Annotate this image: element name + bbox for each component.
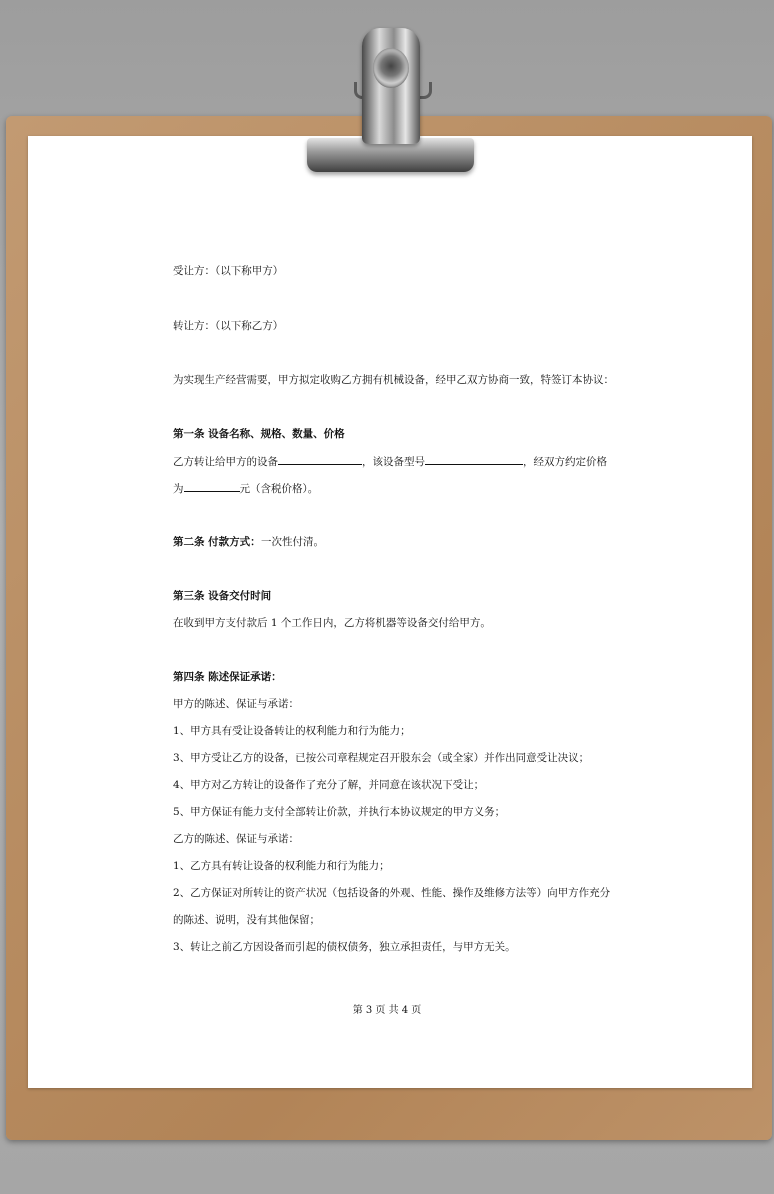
article-1-line-1 — [173, 454, 607, 469]
document-line: 乙方的陈述、保证与承诺： — [173, 833, 299, 845]
document-line: 3、甲方受让乙方的设备，已按公司章程规定召开股东会（或全家）并作出同意受让决议； — [173, 752, 590, 764]
document-line: 甲方的陈述、保证与承诺： — [173, 698, 299, 710]
price-blank — [184, 481, 240, 492]
article-1-text-c: ，经双方约定价格 — [523, 456, 607, 468]
page-footer: 第 3 页 共 4 页 — [352, 1005, 422, 1016]
document-line: 转让方：（以下称乙方） — [173, 320, 284, 332]
device-model-blank — [425, 454, 523, 465]
clip-ring — [373, 48, 409, 88]
article-1-text-b: ，该设备型号 — [362, 456, 425, 468]
document-line: 第三条 设备交付时间 — [173, 590, 272, 602]
document-line: 受让方：（以下称甲方） — [173, 265, 284, 277]
document-line: 第四条 陈述保证承诺： — [173, 671, 282, 683]
document-line: 3、转让之前乙方因设备而引起的债权债务，独立承担责任，与甲方无关。 — [173, 941, 516, 953]
article-2-value — [261, 535, 324, 549]
document-line: 第一条 设备名称、规格、数量、价格 — [173, 428, 345, 440]
document-line: 1、乙方具有转让设备的权利能力和行为能力； — [173, 860, 390, 872]
article-1-text-e: 元（含税价格）。 — [239, 483, 319, 495]
document-line: 在收到甲方支付款后 1 个工作日内，乙方将机器等设备交付给甲方。 — [173, 617, 491, 629]
document-line: 1、甲方具有受让设备转让的权利能力和行为能力； — [173, 725, 411, 737]
device-name-blank — [278, 454, 362, 465]
document-line: 2、乙方保证对所转让的资产状况（包括设备的外观、性能、操作及维修方法等）向甲方作充分 — [173, 887, 611, 899]
article-1-text-a: 乙方转让给甲方的设备 — [173, 456, 278, 468]
document-line: 第二条 付款方式： — [173, 536, 261, 548]
document-line: 的陈述、说明，没有其他保留； — [173, 914, 320, 926]
document-line: 5、甲方保证有能力支付全部转让价款，并执行本协议规定的甲方义务； — [173, 806, 506, 818]
document-line: 4、甲方对乙方转让的设备作了充分了解，并同意在该状况下受让； — [173, 779, 485, 791]
article-1-text-d: 为 — [173, 483, 184, 495]
payment-method-value: 一次性付清。 — [261, 536, 324, 548]
article-1-line-2 — [173, 481, 318, 496]
document-line: 为实现生产经营需要，甲方拟定收购乙方拥有机械设备，经甲乙双方协商一致，特签订本协议： — [173, 374, 614, 386]
